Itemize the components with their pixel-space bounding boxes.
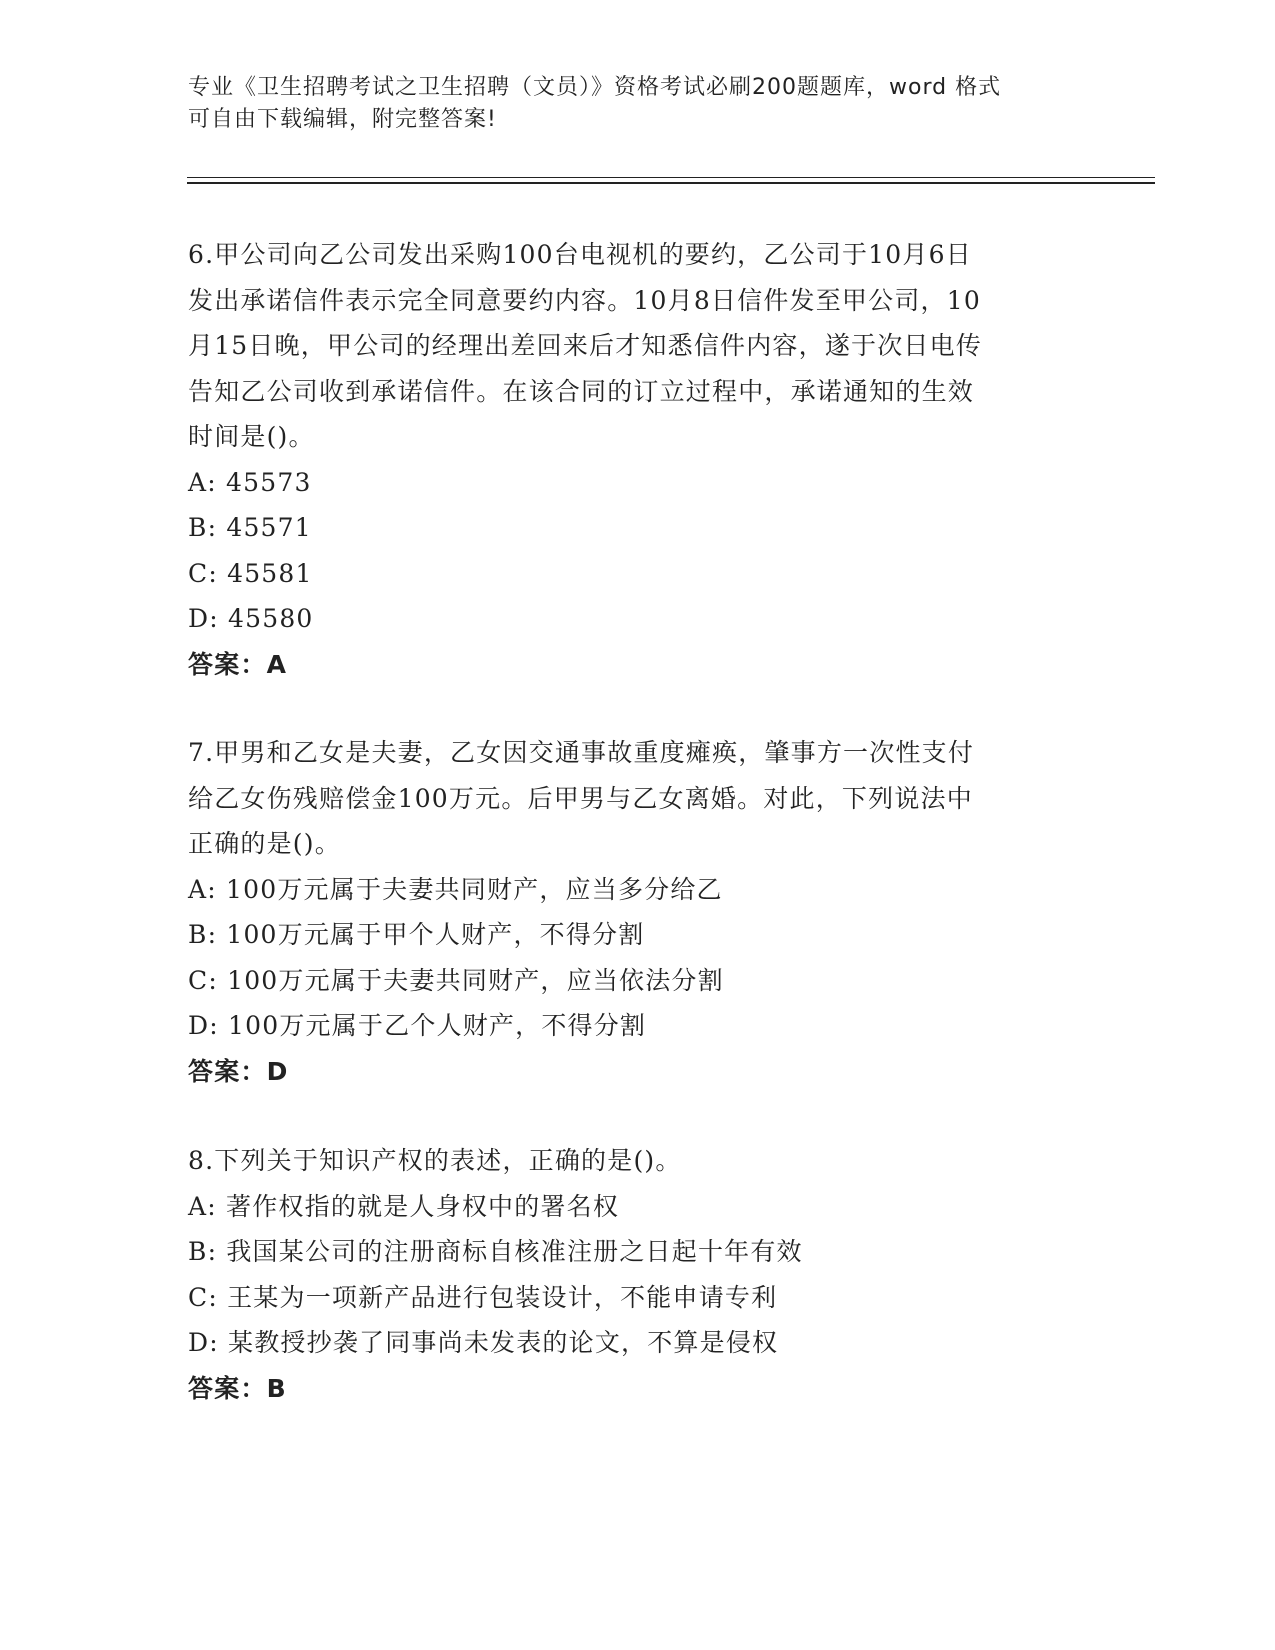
- question-text-line: 7.甲男和乙女是夫妻，乙女因交通事故重度瘫痪，肇事方一次性支付: [188, 738, 975, 767]
- answer-line: [188, 642, 1088, 688]
- question-6: [188, 232, 1088, 687]
- answer-value: B: [266, 1373, 287, 1403]
- question-text-line: 发出承诺信件表示完全同意要约内容。10月8日信件发至甲公司，10: [188, 285, 981, 315]
- option-b: B: 我国某公司的注册商标自核准注册之日起十年有效: [188, 1237, 803, 1266]
- question-text: [188, 232, 1088, 460]
- option-c: C: 45581: [188, 558, 313, 588]
- question-text: [188, 730, 1088, 867]
- answer-line: [188, 1049, 1088, 1095]
- option-c: C: 100万元属于夫妻共同财产，应当依法分割: [188, 965, 724, 995]
- question-text-line: 时间是()。: [188, 422, 315, 451]
- option-a: A: 45573: [188, 467, 312, 497]
- header-divider-thin: [187, 177, 1155, 178]
- question-spacer: [188, 687, 1088, 730]
- question-text: [188, 1138, 1088, 1184]
- answer-value: D: [266, 1056, 289, 1086]
- option-d: D: 100万元属于乙个人财产，不得分割: [188, 1011, 647, 1040]
- answer-label: 答案：: [188, 1373, 267, 1403]
- question-text-line: 告知乙公司收到承诺信件。在该合同的订立过程中，承诺通知的生效: [188, 376, 975, 406]
- question-text-line: 8.下列关于知识产权的表述，正确的是()。: [188, 1146, 682, 1175]
- question-7: [188, 730, 1088, 1094]
- question-list: [188, 232, 1088, 1411]
- answer-line: [188, 1366, 1088, 1412]
- question-text-line: 正确的是()。: [188, 829, 341, 858]
- header-line-2: 可自由下载编辑，附完整答案!: [188, 107, 497, 132]
- question-text-line: 给乙女伤残赔偿金100万元。后甲男与乙女离婚。对此，下列说法中: [188, 783, 973, 813]
- answer-value: A: [266, 649, 288, 679]
- answer-label: 答案：: [188, 649, 267, 679]
- answer-label: 答案：: [188, 1056, 267, 1086]
- option-a: A: 100万元属于夫妻共同财产，应当多分给乙: [188, 874, 723, 904]
- document-header: [188, 72, 1088, 136]
- question-8: [188, 1138, 1088, 1411]
- option-d: D: 45580: [188, 604, 314, 633]
- question-spacer: [188, 1094, 1088, 1138]
- question-text-line: 月15日晚，甲公司的经理出差回来后才知悉信件内容，遂于次日电传: [188, 331, 983, 360]
- option-b: B: 100万元属于甲个人财产，不得分割: [188, 920, 645, 949]
- option-b: B: 45571: [188, 513, 312, 542]
- header-line-1: 专业《卫生招聘考试之卫生招聘（文员）》资格考试必刷200题题库，word 格式: [188, 75, 1002, 100]
- header-divider-thick: [187, 182, 1155, 184]
- question-text-line: 6.甲公司向乙公司发出采购100台电视机的要约，乙公司于10月6日: [188, 240, 972, 269]
- option-c: C: 王某为一项新产品进行包装设计，不能申请专利: [188, 1282, 778, 1312]
- option-a: A: 著作权指的就是人身权中的署名权: [188, 1191, 620, 1221]
- option-d: D: 某教授抄袭了同事尚未发表的论文，不算是侵权: [188, 1328, 779, 1357]
